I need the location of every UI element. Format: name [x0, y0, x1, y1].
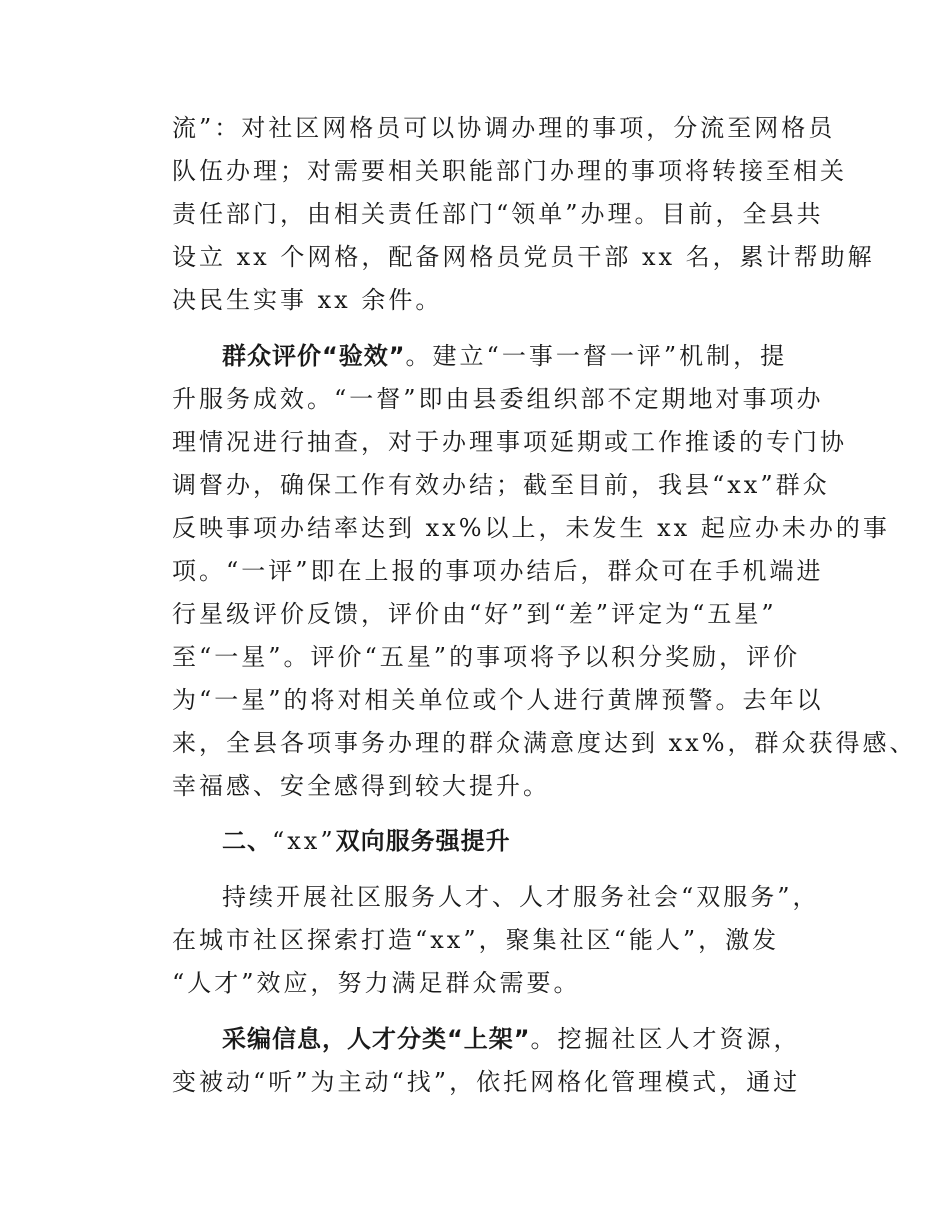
p2-line-8: 为“一星”的将对相关单位或个人进行黄牌预警。去年以 [172, 686, 824, 714]
section-2-suffix: 双向服务强提升 [335, 827, 511, 855]
p4-first-line-rest: 。挖掘社区人才资源， [530, 1025, 801, 1053]
p2-line-4: 反映事项办结率达到 xx%以上，未发生 xx 起应办未办的事 [172, 514, 890, 542]
p4-first-line [222, 1024, 801, 1054]
p2-line-9: 来，全县各项事务办理的群众满意度达到 xx%，群众获得感、 [172, 729, 917, 757]
p3-line-2: 在城市社区探索打造“xx”，聚集社区“能人”，激发 [172, 926, 780, 954]
p2-line-3: 调督办，确保工作有效办结；截至目前，我县“xx”群众 [172, 471, 830, 499]
p2-line-7: 至“一星”。评价“五星”的事项将予以积分奖励，评价 [172, 643, 801, 671]
p2-line-2: 理情况进行抽查，对于办理事项延期或工作推诿的专门协 [172, 428, 847, 456]
p1-line-4: 设立 xx 个网格，配备网格员党员干部 xx 名，累计帮助解 [172, 243, 875, 271]
section-2-prefix: 二、 [222, 827, 272, 855]
p1-line-5: 决民生实事 xx 余件。 [172, 286, 443, 314]
section-2-quote: “xx” [272, 827, 336, 855]
p2-line-10: 幸福感、安全感得到较大提升。 [172, 772, 550, 800]
p2-line-5: 项。“一评”即在上报的事项办结后，群众可在手机端进 [172, 557, 824, 585]
p3-line-1: 持续开展社区服务人才、人才服务社会“双服务”， [222, 883, 820, 911]
p1-line-3: 责任部门，由相关责任部门“领单”办理。目前，全县共 [172, 200, 824, 228]
p3-line-3: “人才”效应，努力满足群众需要。 [172, 969, 581, 997]
p2-first-line [222, 341, 787, 371]
p2-line-1: 升服务成效。“一督”即由县委组织部不定期地对事项办 [172, 385, 824, 413]
p1-line-1: 流”：对社区网格员可以协调办理的事项，分流至网格员 [172, 114, 836, 142]
p2-line-6: 行星级评价反馈，评价由“好”到“差”评定为“五星” [172, 600, 777, 628]
section-2-title [222, 826, 511, 856]
p4-heading: 采编信息，人才分类“上架” [222, 1025, 531, 1053]
p2-heading: 群众评价“验效” [222, 342, 406, 370]
p2-first-line-rest: 。建立“一事一督一评”机制，提 [405, 342, 788, 370]
p1-line-2: 队伍办理；对需要相关职能部门办理的事项将转接至相关 [172, 157, 847, 185]
p4-line-1: 变被动“听”为主动“找”，依托网格化管理模式，通过 [172, 1068, 801, 1096]
